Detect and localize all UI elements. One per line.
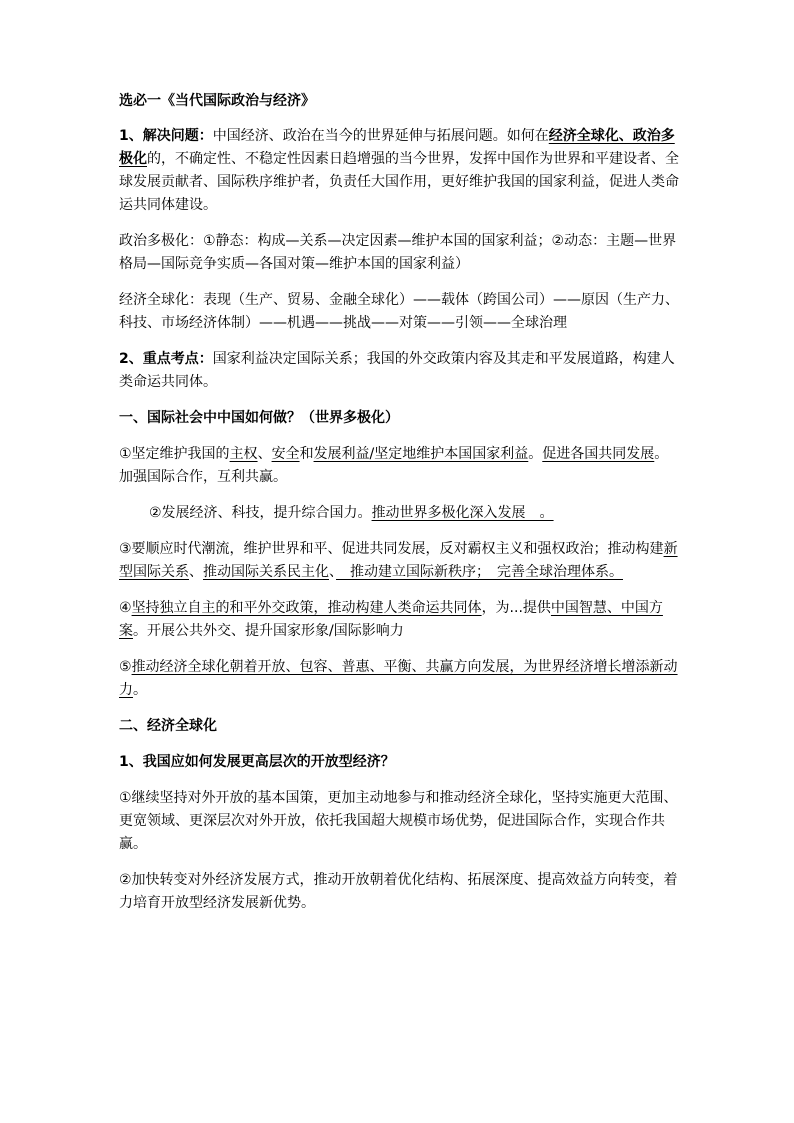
list-item	[119, 538, 679, 584]
underlined-text: 推动国际关系民主化	[203, 564, 329, 580]
underlined-text: 坚持独立自主的和平外交政策，推动构建人类命运共同体	[131, 600, 482, 616]
list-item: ②加快转变对外经济发展方式，推动开放朝着优化结构、拓展深度、提高效益方向转变，着力培育开放型经济发展新优势。	[119, 872, 678, 911]
underlined-text: 新型国际关系	[119, 541, 678, 580]
list-item	[119, 443, 679, 489]
paragraph-lead: 1、解决问题：	[119, 128, 213, 144]
item-text: 。开展公共外交、提升国家形象/国际影响力	[133, 623, 404, 639]
paragraph-text: 的，不确定性、不稳定性因素日趋增强的当今世界，发挥中国作为世界和平建设者、全球发展贡献者、国际秩序维护者，负责任大国作用，更好维护我国的国家利益，促进人类命运共同体建设。	[119, 151, 679, 213]
list-item	[119, 502, 679, 525]
underlined-text: 推动世界多极化深入发展 。	[371, 505, 554, 521]
item-text: 、	[329, 564, 336, 580]
underlined-text: 安全	[271, 446, 300, 462]
item-text: 。	[528, 446, 543, 462]
item-text: 和	[299, 446, 314, 462]
underlined-text: 中国智慧、中国方案	[119, 600, 663, 639]
list-item: ①继续坚持对外开放的基本国策，更加主动地参与和推动经济全球化，坚持实施更大范围、更宽领域、更深层次对外开放，依托我国超大规模市场优势，促进国际合作，实现合作共赢。	[119, 790, 678, 852]
paragraph-text: 国家利益决定国际关系；我国的外交政策内容及其走和平发展道路，构建人类命运共同体。	[119, 351, 675, 390]
list-item	[119, 597, 679, 643]
underlined-text: 推动经济全球化朝着开放、包容、普惠、平衡、共赢方向发展，为世界经济增长增添新动力	[119, 659, 678, 698]
paragraph-key-points	[119, 348, 679, 394]
underlined-text: 推动建立国际新秩序； 完善全球治理体系。	[336, 564, 623, 580]
underlined-text: 发展利益/坚定地维护本国国家利益	[313, 446, 529, 462]
item-text: ③要顺应时代潮流，维护世界和平、促进共同发展，反对霸权主义和强权政治；推动构建	[119, 541, 664, 557]
list-item	[119, 656, 679, 702]
item-text: 、	[189, 564, 203, 580]
item-text: ②发展经济、科技，提升综合国力。	[149, 505, 372, 521]
item-text: ①坚定维护我国的	[119, 446, 230, 462]
underlined-text: 主权	[229, 446, 258, 462]
emphasis-text: 经济全球化、政治多极化	[119, 128, 675, 167]
underlined-text: 促进各国共同发展	[542, 446, 655, 462]
section-heading-1: 一、国际社会中中国如何做？（世界多极化）	[119, 410, 399, 426]
item-text: ，为...提供	[481, 600, 551, 616]
paragraph-globalization: 经济全球化：表现（生产、贸易、金融全球化）——载体（跨国公司）——原因（生产力、科技、市场经济体制）——机遇——挑战——对策——引领——全球治理	[119, 292, 679, 331]
paragraph-lead: 2、重点考点：	[119, 351, 213, 367]
item-text: 。	[133, 682, 147, 698]
item-text: 。加强国际合作，互利共赢。	[119, 446, 669, 485]
document-body	[119, 90, 679, 928]
question-heading: 1、我国应如何发展更高层次的开放型经济？	[119, 754, 395, 770]
document-title: 选必一《当代国际政治与经济》	[119, 93, 315, 109]
paragraph-multipolar: 政治多极化：①静态：构成—关系—决定因素—维护本国的国家利益；②动态：主题—世界格局—国际竞争实质—各国对策—维护本国的国家利益）	[119, 233, 677, 272]
paragraph-problem	[119, 125, 679, 217]
paragraph-text: 中国经济、政治在当今的世界延伸与拓展问题。如何在	[212, 128, 549, 144]
item-text: ④	[119, 600, 132, 616]
item-text: 、	[257, 446, 272, 462]
section-heading-2: 二、经济全球化	[119, 718, 217, 734]
item-text: ⑤	[119, 659, 132, 675]
